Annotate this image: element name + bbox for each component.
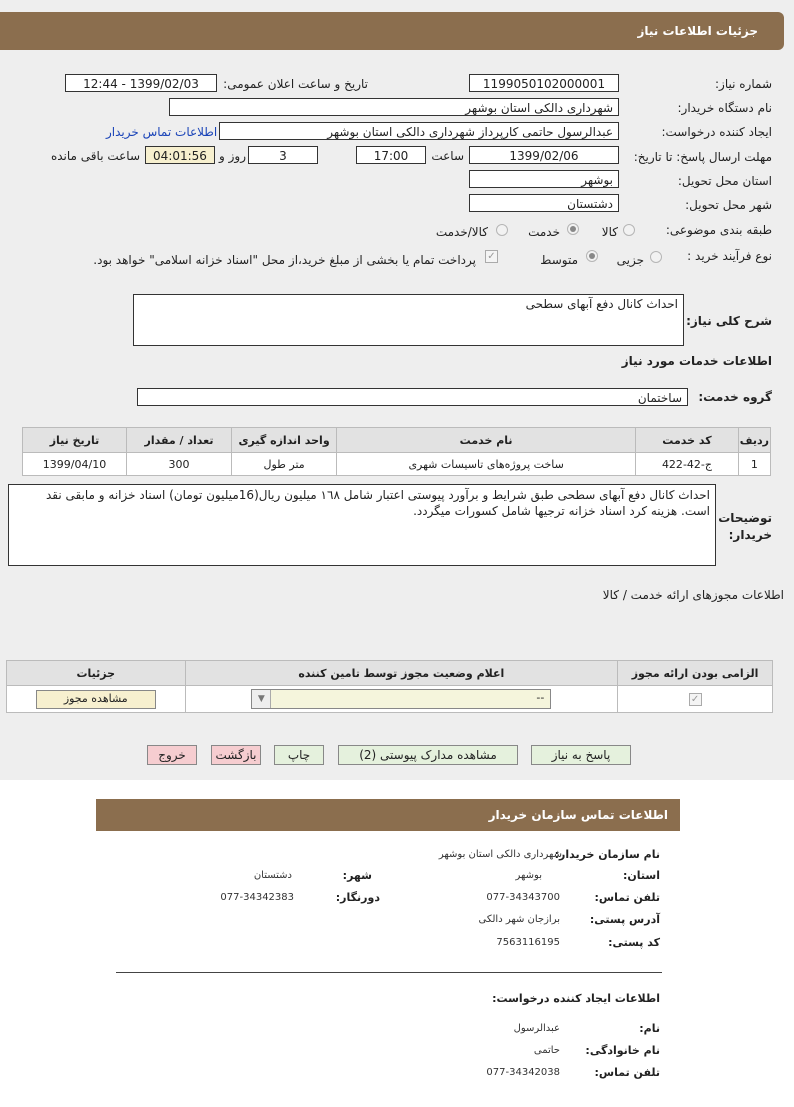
buyer-notes-textarea: [8, 484, 716, 566]
contact-org-label: نام سازمان خریدار:: [554, 848, 660, 861]
deadline-time-label: ساعت: [431, 149, 464, 163]
category-label: طبقه بندی موضوعی:: [665, 223, 772, 237]
permit-status-value: --: [536, 691, 545, 704]
contact-fax-value: 077-34342383: [220, 892, 294, 903]
permits-table: [6, 660, 773, 713]
page-title: جزئیات اطلاعات نیاز: [637, 24, 758, 38]
process-minor-radio[interactable]: [650, 251, 662, 263]
buyer-notes-label: توضیحات خریدار:: [718, 511, 772, 542]
view-docs-button[interactable]: مشاهده مدارک پیوستی (2): [338, 745, 518, 765]
buyer-notes-line-1: احداث کانال دفع آبهای سطحی طبق شرایط و برآورد پیوستی اعتبار شامل ١٦٨ میلیون ریال(16میلیون تومان) اسناد خزانه و مابقی نقد: [45, 488, 710, 502]
contact-postal-label: کد پستی:: [608, 936, 660, 949]
back-button[interactable]: بازگشت: [211, 745, 261, 765]
contact-org-value: شهرداری دالکی استان بوشهر: [438, 849, 562, 860]
page-title-bar: [0, 12, 784, 50]
deadline-date-field: 1399/02/06: [469, 146, 619, 164]
treasury-note: پرداخت تمام یا بخشی از مبلغ خرید،از محل "اسناد خزانه اسلامی" خواهد بود.: [93, 253, 476, 267]
contact-address-label: آدرس پستی:: [589, 913, 660, 926]
permit-col-status: اعلام وضعیت مجوز توسط تامین کننده: [185, 661, 618, 686]
contact-city-value: دشتستان: [253, 870, 292, 881]
buyer-org-label: نام دستگاه خریدار:: [677, 101, 772, 115]
contact-province-value: بوشهر: [515, 870, 542, 881]
days-label: روز و: [219, 149, 246, 163]
contact-city-label: شهر:: [342, 869, 372, 882]
category-both-radio[interactable]: [496, 224, 508, 236]
description-label: شرح کلی نیاز:: [686, 314, 772, 328]
col-unit: واحد اندازه گیری: [232, 428, 337, 453]
col-row: ردیف: [738, 428, 770, 453]
remaining-time-field: 04:01:56: [145, 146, 215, 164]
cell-row: 1: [738, 453, 770, 476]
col-name: نام خدمت: [337, 428, 636, 453]
permit-col-details: جزئیات: [7, 661, 186, 686]
remaining-label: ساعت باقی مانده: [50, 149, 140, 163]
contact-divider: [116, 972, 662, 973]
description-textarea: احداث کانال دفع آبهای سطحی: [133, 294, 684, 346]
creator-family-label: نام خانوادگی:: [585, 1044, 660, 1057]
permit-required-checkbox[interactable]: ✓: [689, 693, 702, 706]
chevron-down-icon: ▼: [252, 690, 271, 708]
table-row: [23, 453, 771, 476]
cell-code: ج-42-422: [636, 453, 739, 476]
category-goods-radio[interactable]: [623, 224, 635, 236]
services-heading: اطلاعات خدمات مورد نیاز: [621, 354, 772, 368]
category-both-label: کالا/خدمت: [435, 225, 488, 239]
contact-phone-label: تلفن تماس:: [594, 891, 660, 904]
announce-field: 1399/02/03 - 12:44: [65, 74, 217, 92]
process-medium-label: متوسط: [540, 253, 578, 267]
cell-qty: 300: [127, 453, 232, 476]
contact-card-header: [96, 799, 680, 831]
creator-info-heading: اطلاعات ایجاد کننده درخواست:: [492, 992, 660, 1005]
city-field: دشتستان: [469, 194, 619, 212]
contact-fax-label: دورنگار:: [335, 891, 380, 904]
contact-province-label: استان:: [623, 869, 660, 882]
category-goods-label: کالا: [601, 225, 618, 239]
services-table: [22, 427, 771, 476]
province-label: استان محل تحویل:: [677, 174, 772, 188]
cell-date: 1399/04/10: [23, 453, 127, 476]
creator-phone-value: 077-34342038: [486, 1067, 560, 1078]
creator-family-value: حاتمی: [533, 1045, 560, 1056]
view-permit-button[interactable]: مشاهده مجوز: [36, 690, 156, 709]
reply-button[interactable]: پاسخ به نیاز: [531, 745, 631, 765]
col-code: کد خدمت: [636, 428, 739, 453]
creator-name-label: نام:: [639, 1022, 660, 1035]
announce-label: تاریخ و ساعت اعلان عمومی:: [223, 77, 368, 91]
col-date: تاریخ نیاز: [23, 428, 127, 453]
creator-field: عبدالرسول حاتمی کارپرداز شهرداری دالکی استان بوشهر: [219, 122, 619, 140]
process-medium-radio[interactable]: [586, 250, 598, 262]
days-field: 3: [248, 146, 318, 164]
contact-postal-value: 7563116195: [496, 937, 560, 948]
permit-status-select[interactable]: [251, 689, 551, 709]
creator-name-value: عبدالرسول: [513, 1023, 560, 1034]
permit-col-required: الزامی بودن ارائه مجوز: [618, 661, 773, 686]
category-service-radio[interactable]: [567, 223, 579, 235]
treasury-checkbox[interactable]: ✓: [485, 250, 498, 263]
creator-label: ایجاد کننده درخواست:: [661, 125, 772, 139]
process-minor-label: جزیی: [616, 253, 644, 267]
service-group-label: گروه خدمت:: [698, 390, 772, 404]
buyer-org-field: شهرداری دالکی استان بوشهر: [169, 98, 619, 116]
buyer-contact-card: [92, 793, 690, 1097]
deadline-time-field: 17:00: [356, 146, 426, 164]
process-label: نوع فرآیند خرید :: [687, 249, 772, 263]
contact-phone-value: 077-34343700: [486, 892, 560, 903]
cell-unit: متر طول: [232, 453, 337, 476]
contact-card-title: اطلاعات تماس سازمان خریدار: [488, 808, 668, 822]
province-field: بوشهر: [469, 170, 619, 188]
contact-address-value: برازجان شهر دالکی: [478, 914, 560, 925]
buyer-notes-line-2: است. هزینه کرد اسناد خزانه ترجیها شامل کسورات میگردد.: [413, 504, 710, 518]
buyer-contact-link[interactable]: اطلاعات تماس خریدار: [106, 125, 218, 139]
deadline-label: مهلت ارسال پاسخ: تا تاریخ:: [633, 150, 772, 164]
service-group-field: ساختمان: [137, 388, 688, 406]
col-qty: تعداد / مقدار: [127, 428, 232, 453]
permits-heading: اطلاعات مجوزهای ارائه خدمت / کالا: [602, 588, 784, 602]
print-button[interactable]: چاپ: [274, 745, 324, 765]
exit-button[interactable]: خروج: [147, 745, 197, 765]
need-number-field: 1199050102000001: [469, 74, 619, 92]
city-label: شهر محل تحویل:: [685, 198, 772, 212]
cell-name: ساخت پروژه‌های تاسیسات شهری: [337, 453, 636, 476]
category-service-label: خدمت: [528, 225, 560, 239]
creator-phone-label: تلفن تماس:: [594, 1066, 660, 1079]
need-number-label: شماره نیاز:: [715, 77, 772, 91]
